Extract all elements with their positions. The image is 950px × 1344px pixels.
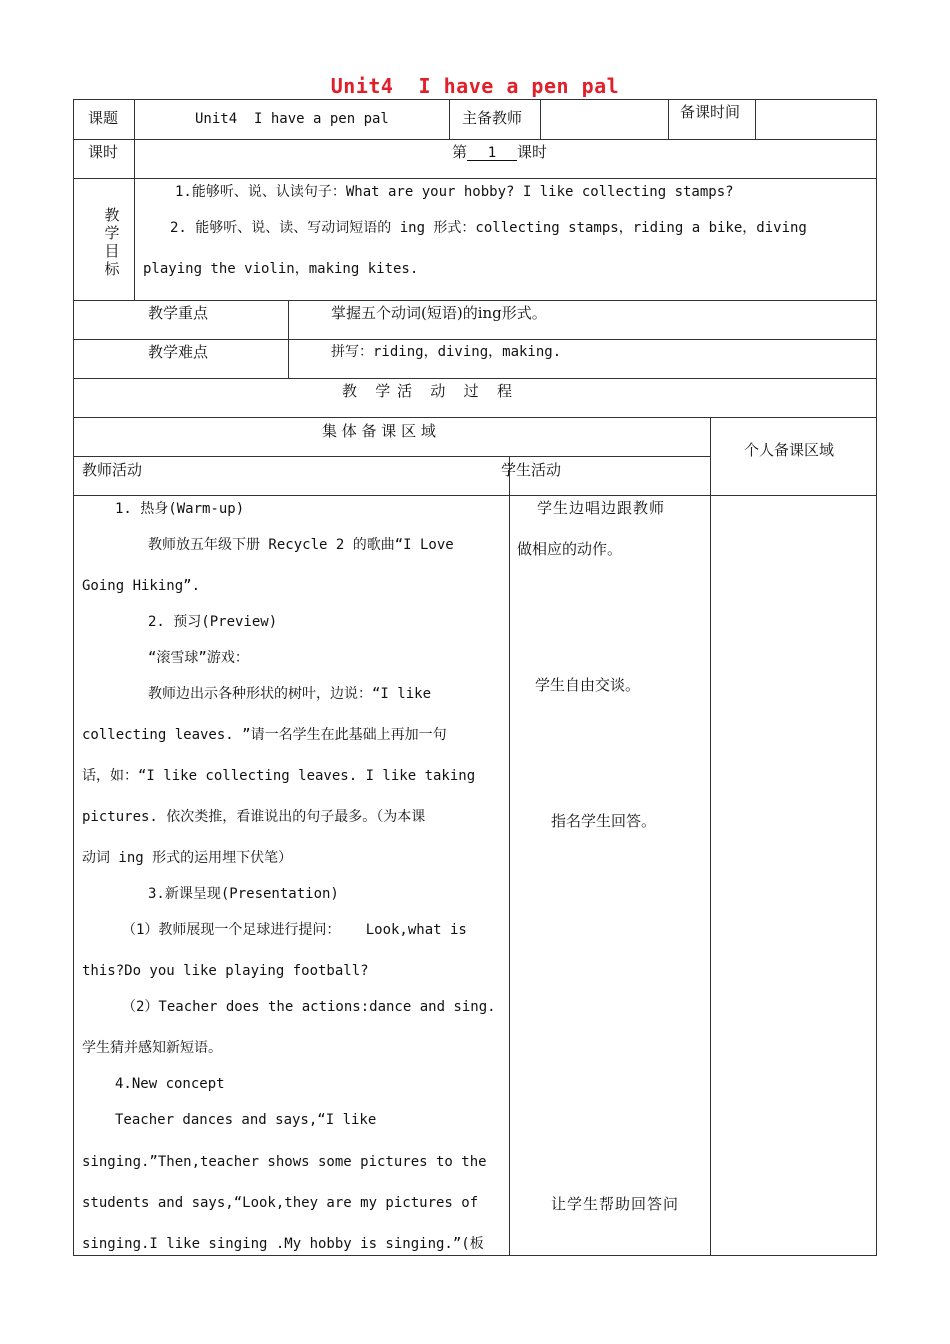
key-point-label: 教学重点	[148, 304, 209, 322]
subject-value: Unit4 I have a pen pal	[195, 111, 389, 127]
row-divider	[73, 378, 877, 379]
goal-line-3: playing the violin，making kites.	[143, 261, 419, 277]
key-point-value: 掌握五个动词(短语)的ing形式。	[331, 304, 547, 322]
student-line: 学生自由交谈。	[535, 676, 641, 694]
column-divider	[540, 99, 541, 139]
row-divider	[73, 139, 877, 140]
teacher-line: 2. 预习(Preview)	[148, 614, 278, 630]
difficult-point-label: 教学难点	[148, 343, 209, 361]
goals-label	[100, 206, 124, 278]
teacher-line: 教师放五年级下册 Recycle 2 的歌曲“I Love	[148, 537, 454, 553]
teacher-line: 1. 热身(Warm-up)	[115, 501, 245, 517]
personal-prep-area: 个人备课区域	[744, 441, 835, 459]
teacher-line: collecting leaves. ”请一名学生在此基础上再加一句	[82, 727, 447, 743]
row-divider	[73, 495, 877, 496]
document-title: Unit4 I have a pen pal	[330, 74, 620, 98]
prep-time-label: 备课时间	[680, 103, 741, 121]
row-divider	[73, 178, 877, 179]
row-divider	[73, 456, 710, 457]
column-divider	[449, 99, 450, 139]
goal-line-1: 1.能够听、说、认读句子：What are your hobby? I like collecting stamps?	[175, 184, 734, 200]
difficult-point-value: 拼写：riding，diving，making.	[331, 344, 562, 360]
teacher-line: students and says,“Look,they are my pictures of	[82, 1195, 479, 1211]
goals-label-char: 标	[104, 260, 120, 278]
goals-label-char: 目	[104, 242, 120, 260]
period-text	[452, 145, 547, 161]
student-activity-label: 学生活动	[501, 461, 562, 479]
period-prefix: 第	[452, 143, 468, 161]
teacher-line: 动词 ing 形式的运用埋下伏笔）	[82, 850, 293, 866]
period-label: 课时	[88, 143, 119, 161]
teacher-line: （2）Teacher does the actions:dance and sing.	[122, 999, 496, 1015]
student-line: 做相应的动作。	[517, 540, 623, 558]
period-number: 1	[467, 146, 517, 161]
teacher-line: （1）教师展现一个足球进行提问： Look,what is	[122, 922, 467, 938]
teacher-line: singing.I like singing .My hobby is singing.”(板	[82, 1236, 484, 1252]
row-divider	[73, 339, 877, 340]
teacher-line: pictures. 依次类推，看谁说出的句子最多。（为本课	[82, 809, 426, 825]
goals-label-char: 教	[104, 206, 120, 224]
lead-teacher-label: 主备教师	[462, 109, 523, 127]
student-line: 指名学生回答。	[551, 812, 657, 830]
column-divider	[755, 99, 756, 139]
student-line: 让学生帮助回答问	[551, 1195, 680, 1213]
teacher-line: Teacher dances and says,“I like	[115, 1112, 377, 1128]
teacher-line: 4.New concept	[115, 1076, 225, 1092]
teacher-line: 3.新课呈现(Presentation)	[148, 886, 339, 902]
student-line: 学生边唱边跟教师	[537, 499, 666, 517]
teacher-line: this?Do you like playing football?	[82, 963, 369, 979]
column-divider	[710, 417, 711, 1256]
column-divider	[668, 99, 669, 139]
column-divider	[134, 99, 135, 300]
column-divider	[509, 456, 510, 1256]
teacher-line: Going Hiking”.	[82, 578, 201, 594]
teacher-line: 学生猜并感知新短语。	[82, 1040, 222, 1056]
row-divider	[73, 300, 877, 301]
teacher-line: singing.”Then,teacher shows some pictures to the	[82, 1154, 487, 1170]
teacher-line: “滚雪球”游戏：	[148, 650, 249, 666]
collective-prep-area: 集 体 备 课 区 域	[322, 422, 436, 440]
teacher-activity-label: 教师活动	[82, 461, 143, 479]
teacher-line: 话，如：“I like collecting leaves. I like taking	[82, 768, 476, 784]
column-divider	[288, 300, 289, 378]
period-suffix: 课时	[517, 143, 548, 161]
process-title: 教 学 活 动 过 程	[342, 382, 513, 400]
goals-label-char: 学	[104, 224, 120, 242]
goal-line-2: 2. 能够听、说、读、写动词短语的 ing 形式：collecting stamps，riding a bike，diving	[170, 220, 807, 236]
subject-label: 课题	[88, 109, 119, 127]
teacher-line: 教师边出示各种形状的树叶，边说：“I like	[148, 686, 431, 702]
row-divider	[73, 417, 877, 418]
